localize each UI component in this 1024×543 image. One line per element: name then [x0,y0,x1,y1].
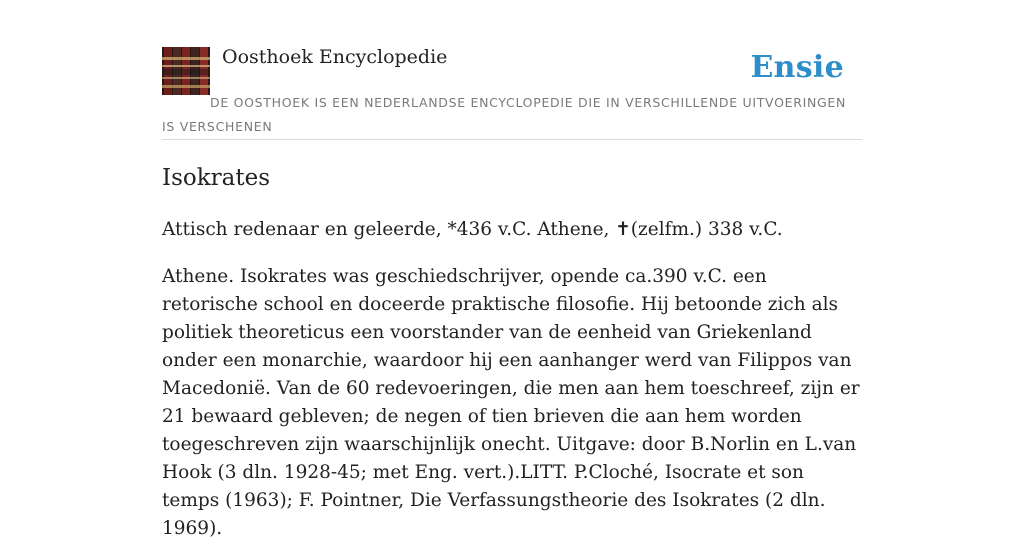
article-paragraph: Attisch redenaar en geleerde, *436 v.C. Athene, ✝(zelfm.) 338 v.C. [162,219,783,240]
brand-logo[interactable]: Ensie [750,50,844,85]
article-paragraph: Athene. Isokrates was geschiedschrijver, opende ca.390 v.C. een retorische school en doceerde praktische filosofie. Hij betoonde zich als politiek theoreticus een voorstander van de eenheid van Griekenland onder een monarchie, waardoor hij een aanhanger werd van Filippos van Macedonië. Van de 60 redevoeringen, die men aan hem toeschreef, zijn er 21 bewaard gebleven; de negen of tien brieven die aan hem worden toegeschreven zijn waarschijnlijk onecht. Uitgave: door B.Norlin en L.van Hook (3 dln. 1928-45; met Eng. vert.).LITT. P.Cloché, Isocrate et son temps (1963); F. Pointner, Die Verfassungstheorie des Isokrates (2 dln. 1969). [162,266,860,539]
article-title: Isokrates [162,165,271,191]
encyclopedia-books-icon[interactable] [162,47,210,95]
site-tagline: DE OOSTHOEK IS EEN NEDERLANDSE ENCYCLOPEDIE DIE IN VERSCHILLENDE UITVOERINGEN IS VERSCHENEN [162,95,847,134]
site-header [162,44,862,140]
article [162,160,862,543]
site-title[interactable]: Oosthoek Encyclopedie [222,46,448,68]
